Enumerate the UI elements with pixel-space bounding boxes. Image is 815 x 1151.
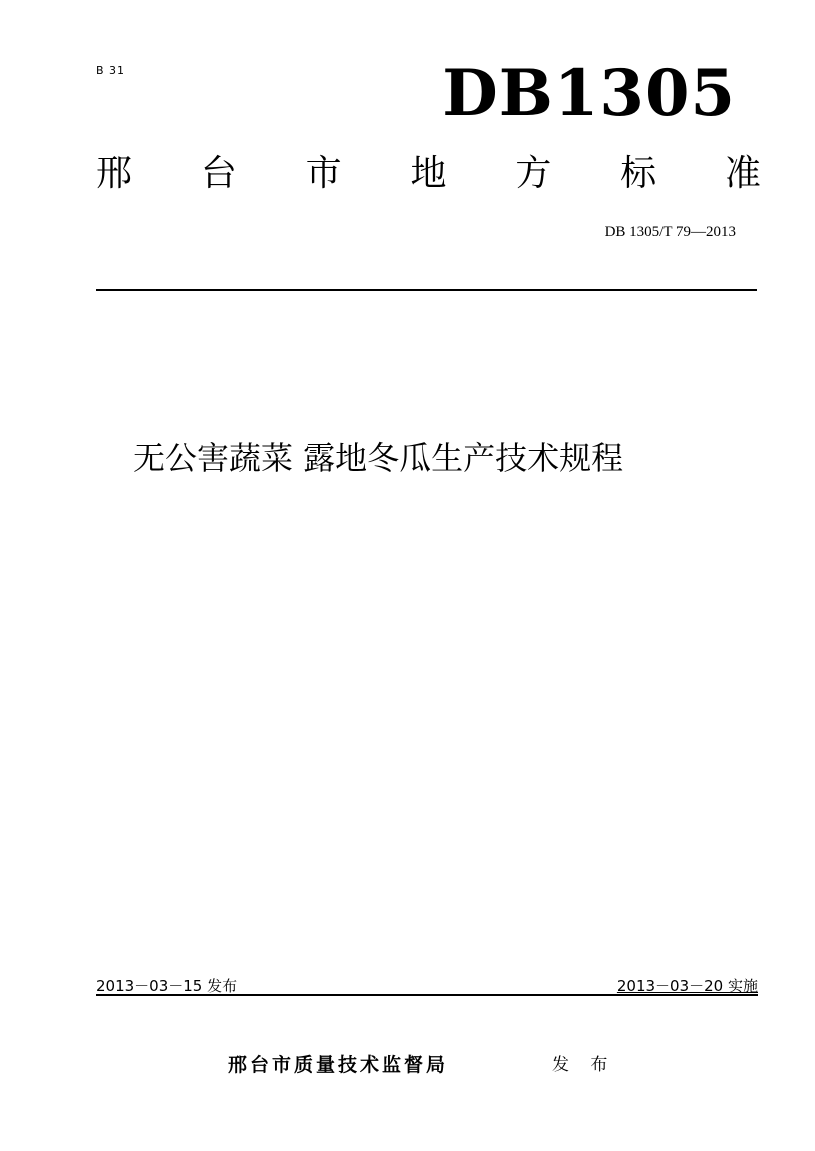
classification-code: B 31 xyxy=(96,64,126,77)
effective-date: 2013－03－20 实施 xyxy=(616,977,758,995)
document-title: 无公害蔬菜 露地冬瓜生产技术规程 xyxy=(133,439,624,477)
category-char: 邢 xyxy=(96,153,133,194)
top-divider xyxy=(96,289,757,291)
bottom-divider xyxy=(96,994,758,996)
issue-date: 2013－03－15 发布 xyxy=(96,977,238,995)
category-char: 市 xyxy=(305,153,342,194)
issuing-action: 发 布 xyxy=(552,1055,616,1075)
category-char: 地 xyxy=(410,153,447,194)
category-char: 方 xyxy=(515,153,552,194)
standard-number: DB 1305/T 79—2013 xyxy=(604,224,736,240)
issuing-authority: 邢台市质量技术监督局 xyxy=(228,1054,449,1076)
standard-code: DB1305 xyxy=(442,56,736,131)
category-char: 台 xyxy=(200,153,237,194)
category-char: 标 xyxy=(620,153,657,194)
category-char: 准 xyxy=(724,153,761,194)
standard-category xyxy=(96,153,761,194)
